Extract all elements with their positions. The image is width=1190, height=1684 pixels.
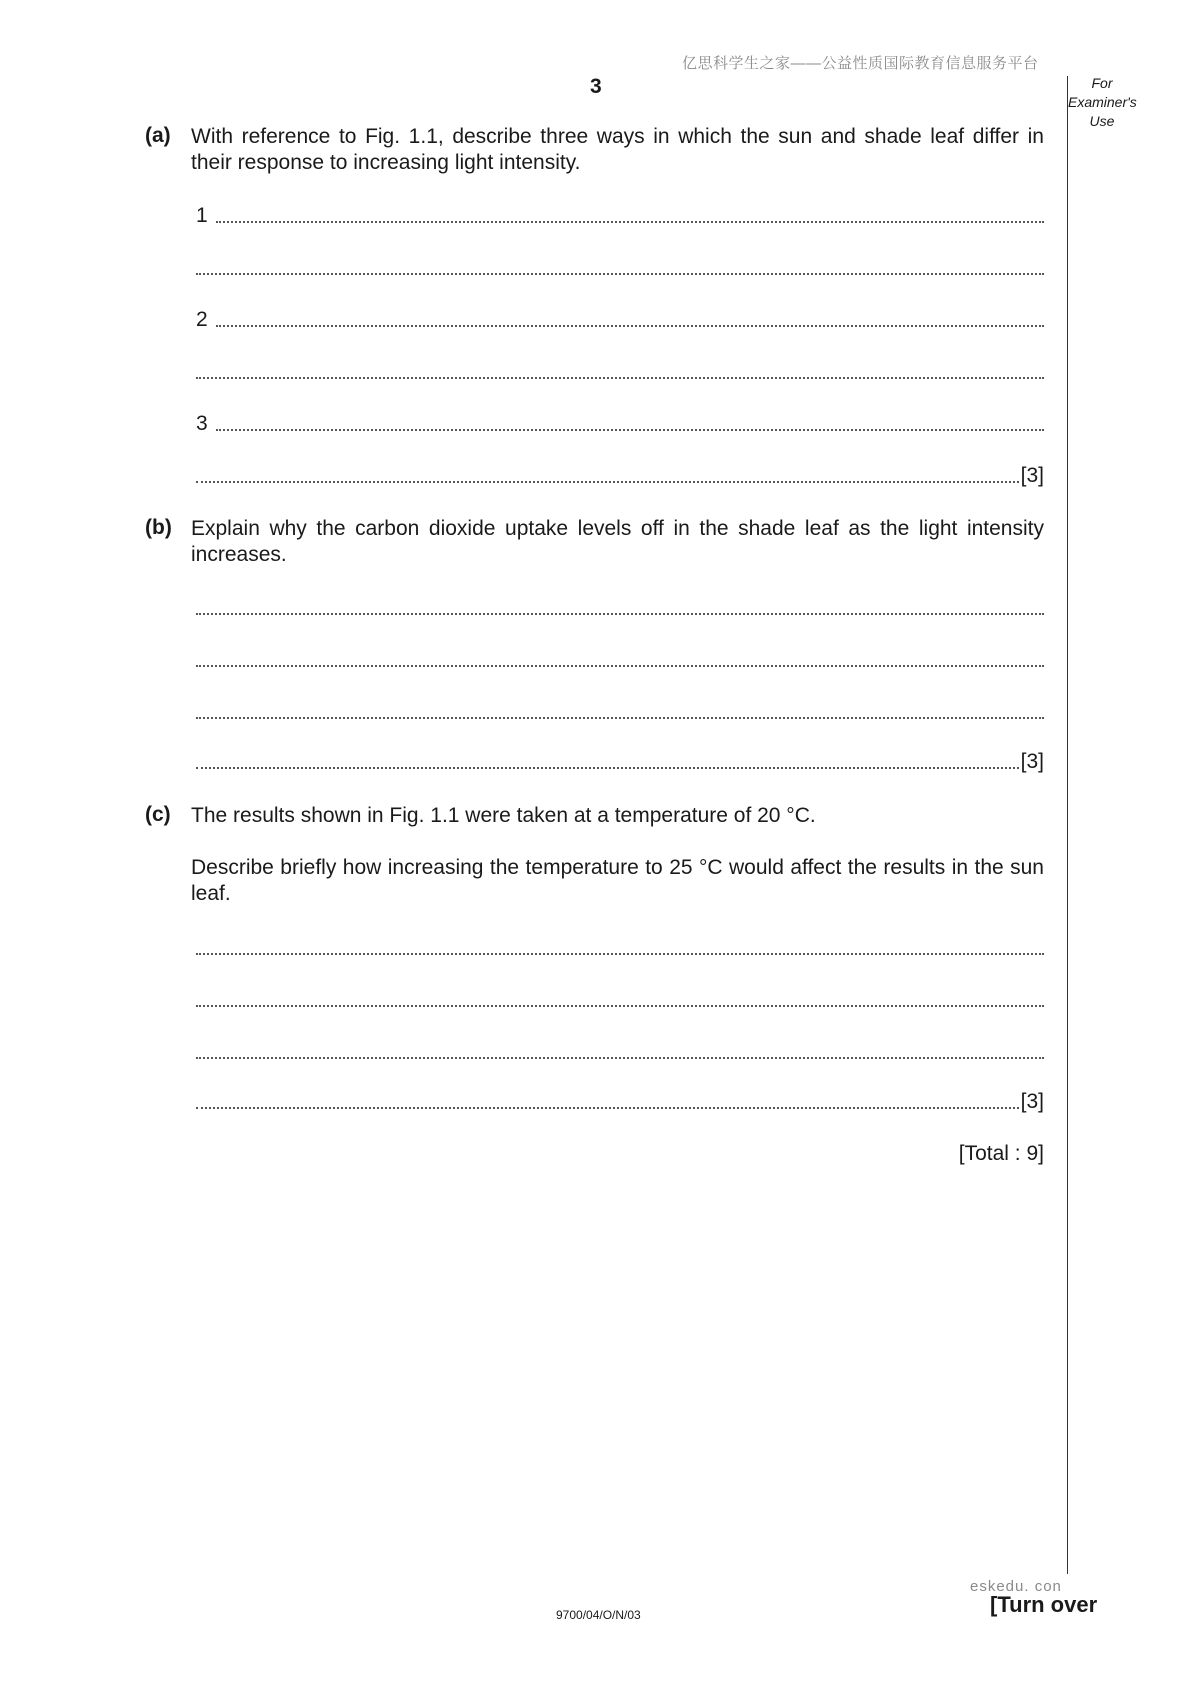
- header-watermark: 亿思科学生之家——公益性质国际教育信息服务平台: [682, 55, 1039, 72]
- answer-line-a3-cont[interactable]: [196, 464, 1044, 488]
- answer-line-c1[interactable]: [196, 936, 1044, 960]
- answer-line-c4[interactable]: [196, 1090, 1044, 1114]
- answer-line-b1[interactable]: [196, 596, 1044, 620]
- answer-number-3: 3: [196, 412, 208, 435]
- question-a-label: (a): [145, 124, 171, 147]
- answer-number-2: 2: [196, 308, 208, 331]
- answer-line-b2[interactable]: [196, 648, 1044, 672]
- answer-line-a1-cont[interactable]: [196, 256, 1044, 280]
- paper-code: 9700/04/O/N/03: [556, 1608, 641, 1622]
- turn-over-label: [Turn over: [990, 1592, 1098, 1617]
- margin-label-line-1: For: [1091, 75, 1113, 91]
- margin-label-line-3: Use: [1089, 113, 1115, 129]
- question-c-text-2: Describe briefly how increasing the temperature to 25 °C would affect the results in the sun leaf.: [191, 856, 1044, 905]
- answer-line-a2[interactable]: [196, 308, 1044, 332]
- examiner-margin-rule: [1067, 76, 1068, 1574]
- question-c-text-1: The results shown in Fig. 1.1 were taken at a temperature of 20 °C.: [191, 804, 816, 827]
- question-b-text: Explain why the carbon dioxide uptake levels off in the shade leaf as the light intensity increases.: [191, 517, 1044, 566]
- total-marks: [Total : 9]: [958, 1142, 1044, 1165]
- answer-line-b3[interactable]: [196, 700, 1044, 724]
- question-a-text: With reference to Fig. 1.1, describe three ways in which the sun and shade leaf differ in their response to increasing light intensity.: [191, 125, 1044, 174]
- answer-number-1: 1: [196, 204, 208, 227]
- marks-b: [3]: [1020, 750, 1044, 773]
- page-number: 3: [590, 75, 602, 98]
- answer-line-c2[interactable]: [196, 988, 1044, 1012]
- examiner-margin-label: [1068, 74, 1136, 131]
- footer-watermark: eskedu. con: [970, 1578, 1062, 1595]
- marks-c: [3]: [1020, 1090, 1044, 1113]
- question-c-label: (c): [145, 803, 171, 826]
- answer-line-a1[interactable]: [196, 204, 1044, 228]
- margin-label-line-2: Examiner's: [1068, 94, 1137, 110]
- answer-line-a2-cont[interactable]: [196, 360, 1044, 384]
- question-b-label: (b): [145, 516, 172, 539]
- marks-a: [3]: [1020, 464, 1044, 487]
- answer-line-b4[interactable]: [196, 750, 1044, 774]
- answer-line-a3[interactable]: [196, 412, 1044, 436]
- answer-line-c3[interactable]: [196, 1040, 1044, 1064]
